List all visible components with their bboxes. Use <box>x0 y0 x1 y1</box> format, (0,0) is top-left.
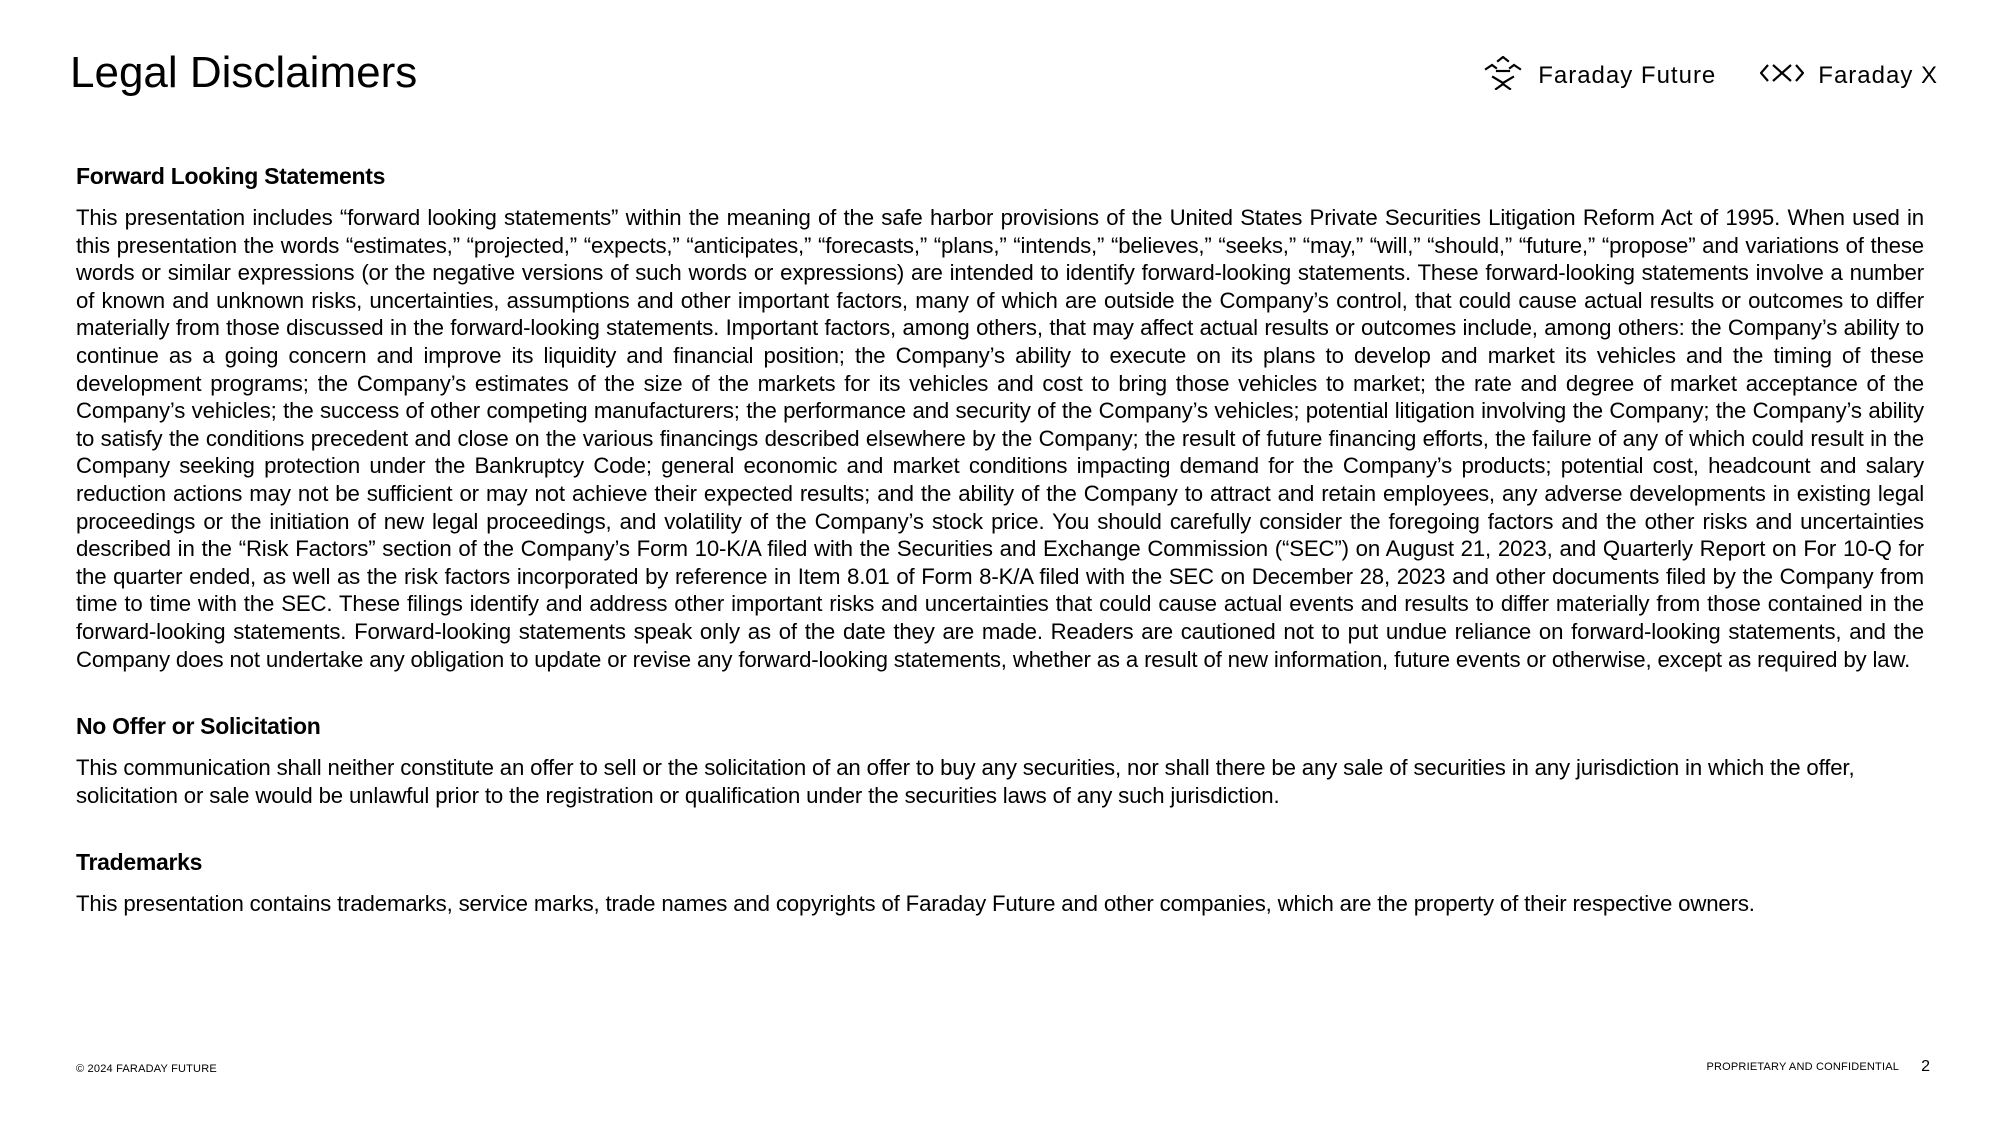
footer-copyright: © 2024 FARADAY FUTURE <box>76 1063 217 1075</box>
faraday-x-logo-icon <box>1760 62 1804 89</box>
section-heading: Forward Looking Statements <box>76 163 386 189</box>
faraday-future-logo-icon <box>1482 56 1524 95</box>
brand-logos <box>1482 56 1938 95</box>
section-body: This presentation includes “forward looking statements” within the meaning of the safe harbor provisions of the United States Private Securities Litigation Reform Act of 1995. When used in this presentation the words “estimates,” “projected,” “expects,” “anticipates,” “forecasts,” “plans,” “intends,” “believes,” “seeks,” “may,” “will,” “should,” “future,” “propose” and variations of these words or similar expressions (or the negative versions of such words or expressions) are intended to identify forward-looking statements. These forward-looking statements involve a number of known and unknown risks, uncertainties, assumptions and other important factors, many of which are outside the Company’s control, that could cause actual results or outcomes to differ materially from those discussed in the forward-looking statements. Important factors, among others, that may affect actual results or outcomes include, among others: the Company’s ability to continue as a going concern and improve its liquidity and financial position; the Company’s ability to execute on its plans to develop and market its vehicles and the timing of these development programs; the Company’s estimates of the size of the markets for its vehicles and cost to bring those vehicles to market; the rate and degree of market acceptance of the Company’s vehicles; the success of other competing manufacturers; the performance and security of the Company’s vehicles; potential litigation involving the Company; the Company’s ability to satisfy the conditions precedent and close on the various financings described elsewhere by the Company; the result of future financing efforts, the failure of any of which could result in the Company seeking protection under the Bankruptcy Code; general economic and market conditions impacting demand for the Company’s products; potential cost, headcount and salary reduction actions may not be sufficient or may not achieve their expected results; and the ability of the Company to attract and retain employees, any adverse developments in existing legal proceedings or the initiation of new legal proceedings, and volatility of the Company’s stock price. You should carefully consider the foregoing factors and the other risks and uncertainties described in the “Risk Factors” section of the Company’s Form 10-K/A filed with the Securities and Exchange Commission (“SEC”) on August 21, 2023, and Quarterly Report on For 10-Q for the quarter ended, as well as the risk factors incorporated by reference in Item 8.01 of Form 8-K/A filed with the SEC on December 28, 2023 and other documents filed by the Company from time to time with the SEC. These filings identify and address other important risks and uncertainties that could cause actual events and results to differ materially from those contained in the forward-looking statements. Forward-looking statements speak only as of the date they are made. Readers are cautioned not to put undue reliance on forward-looking statements, and the Company does not undertake any obligation to update or revise any forward-looking statements, whether as a result of new information, future events or otherwise, except as required by law. <box>76 205 1924 672</box>
footer-confidential: PROPRIETARY AND CONFIDENTIAL <box>1706 1061 1900 1073</box>
section-forward-looking-statements <box>76 163 1924 673</box>
section-heading: Trademarks <box>76 849 203 876</box>
brand-faraday-future <box>1482 56 1716 95</box>
section-trademarks <box>76 849 1924 918</box>
footer-right <box>1706 1058 1930 1076</box>
section-body: This presentation contains trademarks, service marks, trade names and copyrights of Faraday Future and other companies, which are the property of their respective owners. <box>76 891 1755 917</box>
page-title: Legal Disclaimers <box>70 48 418 97</box>
disclaimer-content <box>76 163 1924 958</box>
page-number: 2 <box>1921 1058 1930 1075</box>
section-no-offer-or-solicitation <box>76 713 1924 809</box>
section-body: This communication shall neither constitute an offer to sell or the solicitation of an offer to buy any securities, nor shall there be any sale of securities in any jurisdiction in which the offer, solicitation or sale would be unlawful prior to the registration or qualification under the securities laws of any such jurisdiction. <box>76 755 1855 808</box>
brand-name-faraday-future: Faraday Future <box>1538 61 1717 89</box>
section-heading: No Offer or Solicitation <box>76 713 321 740</box>
brand-name-faraday-x: Faraday X <box>1818 61 1938 89</box>
brand-faraday-x <box>1760 62 1938 90</box>
